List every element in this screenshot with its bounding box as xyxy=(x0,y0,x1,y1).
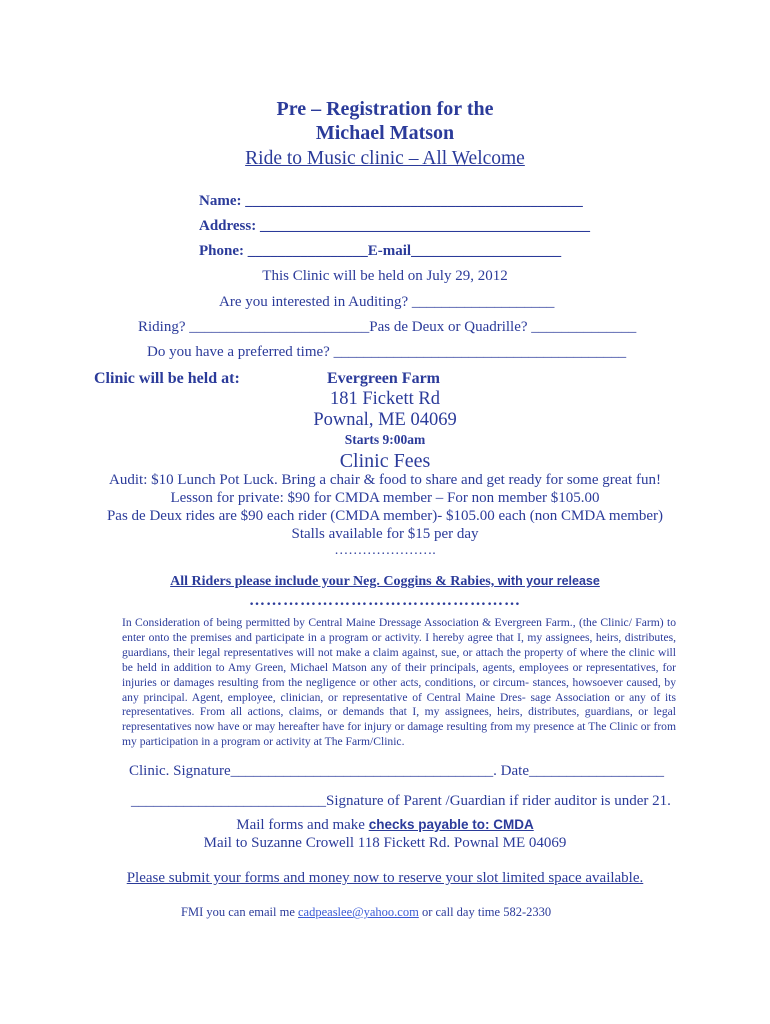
riding-input-line[interactable]: ________________________ xyxy=(189,319,370,335)
name-label: Name: xyxy=(199,193,242,209)
farm-city: Pownal, ME 04069 xyxy=(313,410,457,430)
riders-note-main: All Riders please include your Neg. Coggins & Rabies, xyxy=(170,574,495,589)
auditing-input-line[interactable]: ___________________ xyxy=(411,294,555,310)
parent-signature-line[interactable]: __________________________ xyxy=(131,793,326,809)
clinic-date: This Clinic will be held on July 29, 2012 xyxy=(262,268,508,284)
riders-note-tail: with your release xyxy=(494,574,600,588)
pas-de-deux-fee: Pas de Deux rides are $90 each rider (CMDA member)- $105.00 each (non CMDA member) xyxy=(106,508,664,524)
clinic-signature-row xyxy=(129,763,664,780)
parent-signature-row xyxy=(131,793,671,810)
name-field-row xyxy=(199,193,583,210)
liability-waiver: In Consideration of being permitted by Central Maine Dressage Association & Evergreen Farm., (the Clinic/ Farm) to enter onto the premises and participate in a program or activity. I hereby agree that I, my assignees, heirs, distributes, guardians, their legal representatives will not make a claim against, sue, or attach the property of where the clinic will be held in addition to Amy Green, Michael Matson any of their principals, agents, employees or representatives, for injuries or damages resulting from the negligence or other acts, conditions, or circum- stances, howsoever caused, by any principal. Agent, employee, clinician, or representative of Central Maine Dres- sage Association or any of its representatives. From all actions, claims, or demands that I, my assignees, heirs, distributes, guardians, or legal representatives now have or may hereafter have for injury or damage resulting from my presence at The Clinic or from my participation in a program or activity at The Farm/Clinic. xyxy=(122,616,676,749)
mail-forms-text: Mail forms and make xyxy=(236,817,369,833)
date-label: . Date xyxy=(493,763,529,779)
phone-email-row xyxy=(199,243,561,260)
location-label: Clinic will be held at: xyxy=(94,370,240,387)
preferred-time-row xyxy=(147,344,626,361)
clinic-signature-label: Clinic. Signature xyxy=(129,763,231,779)
riding-row xyxy=(138,319,636,336)
submit-note: Please submit your forms and money now to reserve your slot limited space available. xyxy=(126,870,644,886)
mail-address-line: Mail to Suzanne Crowell 118 Fickett Rd. Pownal ME 04069 xyxy=(203,835,567,851)
fmi-suffix: or call day time 582-2330 xyxy=(418,905,552,919)
fees-title: Clinic Fees xyxy=(339,450,431,472)
start-time: Starts 9:00am xyxy=(344,432,426,447)
pas-de-deux-label: Pas de Deux or Quadrille? xyxy=(369,319,528,335)
address-input-line[interactable]: ____________________________________________ xyxy=(259,218,590,234)
contact-email-link[interactable]: cadpeaslee@yahoo.com xyxy=(298,905,419,919)
mail-checks-line xyxy=(0,817,770,834)
lesson-fee: Lesson for private: $90 for CMDA member – For non member $105.00 xyxy=(170,490,600,506)
address-label: Address: xyxy=(199,218,257,234)
farm-street: 181 Fickett Rd xyxy=(330,389,440,409)
parent-signature-label: Signature of Parent /Guardian if rider auditor is under 21. xyxy=(326,793,671,809)
address-field-row xyxy=(199,218,590,235)
fees-dots: …………………. xyxy=(334,543,436,558)
audit-fee: Audit: $10 Lunch Pot Luck. Bring a chair & food to share and get ready for some great fun! xyxy=(109,472,661,488)
farm-name: Evergreen Farm xyxy=(327,370,440,387)
riding-label: Riding? xyxy=(138,319,186,335)
date-line[interactable]: __________________ xyxy=(528,763,664,779)
name-input-line[interactable]: _____________________________________________ xyxy=(245,193,583,209)
email-label: E-mail xyxy=(367,243,412,259)
auditing-label: Are you interested in Auditing? xyxy=(219,294,409,310)
clinic-subtitle: Ride to Music clinic – All Welcome xyxy=(245,148,525,169)
preferred-time-label: Do you have a preferred time? xyxy=(147,344,330,360)
pas-de-deux-input-line[interactable]: ______________ xyxy=(531,319,637,335)
riders-note xyxy=(0,572,770,590)
stalls-fee: Stalls available for $15 per day xyxy=(291,526,479,542)
section-separator: ………………………………………… xyxy=(249,592,521,609)
fmi-prefix: FMI you can email me xyxy=(181,905,298,919)
checks-payable-text: checks payable to: CMDA xyxy=(368,817,534,832)
form-title: Pre – Registration for the xyxy=(276,98,494,120)
phone-label: Phone: xyxy=(199,243,244,259)
clinician-name: Michael Matson xyxy=(315,122,455,144)
preferred-time-input-line[interactable]: _______________________________________ xyxy=(333,344,627,360)
clinic-signature-line[interactable]: ___________________________________ xyxy=(230,763,494,779)
phone-input-line[interactable]: ________________ xyxy=(247,243,368,259)
fmi-line xyxy=(181,905,551,920)
auditing-row xyxy=(219,294,554,311)
email-input-line[interactable]: ____________________ xyxy=(411,243,562,259)
